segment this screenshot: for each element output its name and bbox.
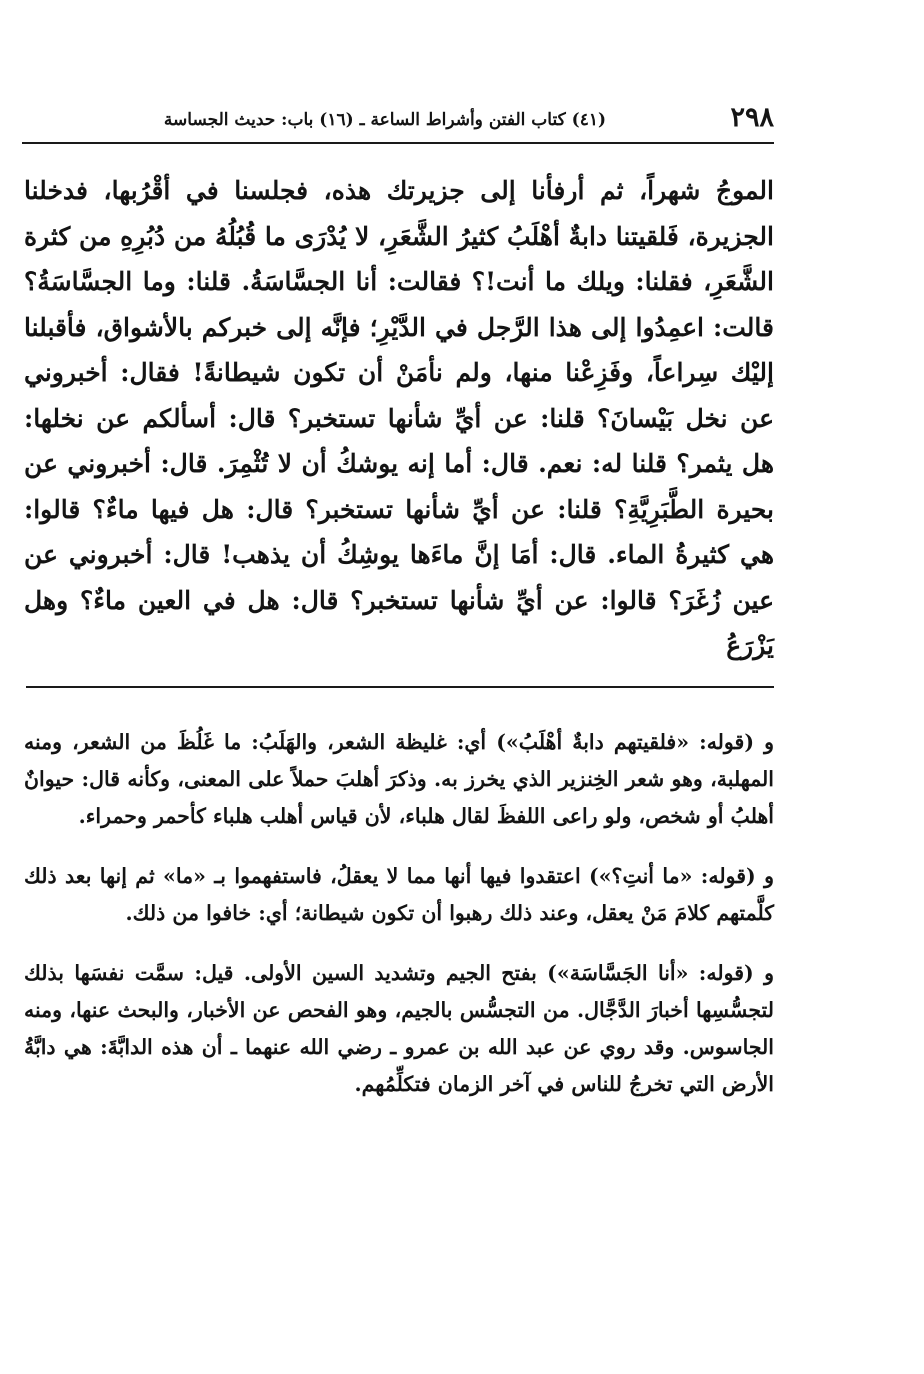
commentary-note-jassasa: و (قوله: «أنا الجَسَّاسَة») بفتح الجيم وتشديد السين الأولى. قيل: سمَّت نفسَها بذلك لتجسُّسِها أخبارَ الدَّجَّال. من التجسُّس بالجيم، وهو الفحص عن الأخبار، والبحث عنها، ومنه الجاسوس. وقد روي عن عبد الله بن عمرو ـ رضي الله عنهما ـ أن هذه الدابَّةَ: هي دابَّةُ الأرض التي تخرجُ للناس في آخر الزمان فتكلِّمُهم. xyxy=(24,961,774,1096)
commentary-note-ma-anti: و (قوله: «ما أنتِ؟») اعتقدوا فيها أنها مما لا يعقلُ، فاستفهموا بـ «ما» ثم إنها بعد ذلك كلَّمتهم كلامَ مَنْ يعقل، وعند ذلك رهبوا أن تكون شيطانة؛ أي: خافوا من ذلك. xyxy=(24,864,774,925)
commentary-notes xyxy=(24,724,774,1103)
header-rule xyxy=(22,142,774,144)
page-number: ٢٩٨ xyxy=(730,102,774,133)
page-header xyxy=(22,100,774,140)
running-title: (٤١) كتاب الفتن وأشراط الساعة ـ (١٦) باب: حديث الجساسة xyxy=(163,110,606,130)
hadith-text: الموجُ شهراً، ثم أرفأنا إلى جزيرتك هذه، فجلسنا في أقْرُبها، فدخلنا الجزيرة، فَلقيتنا دابةٌ أهْلَبُ كثيرُ الشَّعَرِ، لا يُدْرَى ما قُبُلُهُ من دُبُرِهِ من كثرة الشَّعَرِ، فقلنا: ويلك ما أنت!؟ فقالت: أنا الجسَّاسَةُ. قلنا: وما الجسَّاسَةُ؟ قالت: اعمِدُوا إلى هذا الرَّجل في الدَّيْرِ؛ فإنَّه إلى خبركم بالأشواق، فأقبلنا إليْك سِراعاً، وفَزِعْنا منها، ولم نأمَنْ أن تكون شيطانةً! فقال: أخبروني عن نخل بَيْسانَ؟ قلنا: عن أيِّ شأنها تستخبر؟ قال: أسألكم عن نخلها: هل يثمر؟ قلنا له: نعم. قال: أما إنه يوشكُ أن لا تُثْمِرَ. قال: أخبروني عن بحيرة الطَّبَرِيَّةِ؟ قلنا: عن أيِّ شأنها تستخبر؟ قال: هل فيها ماءٌ؟ قالوا: هي كثيرةُ الماء. قال: أمَا إنَّ ماءَها يوشِكُ أن يذهب! قال: أخبروني عن عين زُغَرَ؟ قالوا: عن أيِّ شأنها تستخبر؟ قال: هل في العين ماءٌ؟ وهل يَزْرَعُ xyxy=(24,176,774,660)
commentary-note-ahlab: و (قوله: «فلقيتهم دابةٌ أهْلَبُ») أي: غليظة الشعر، والهَلَبُ: ما غَلُظَ من الشعر، ومنه المهلبة، وهو شعر الخِنزير الذي يخرز به. وذكرَ أهلبَ حملاً على المعنى، وكأنه قال: حيوانٌ أهلبُ أو شخص، ولو راعى اللفظَ لقال هلباء، لأن قياس أهلب هلباء كأحمر وحمراء. xyxy=(24,730,774,828)
footnote-separator xyxy=(26,686,774,688)
